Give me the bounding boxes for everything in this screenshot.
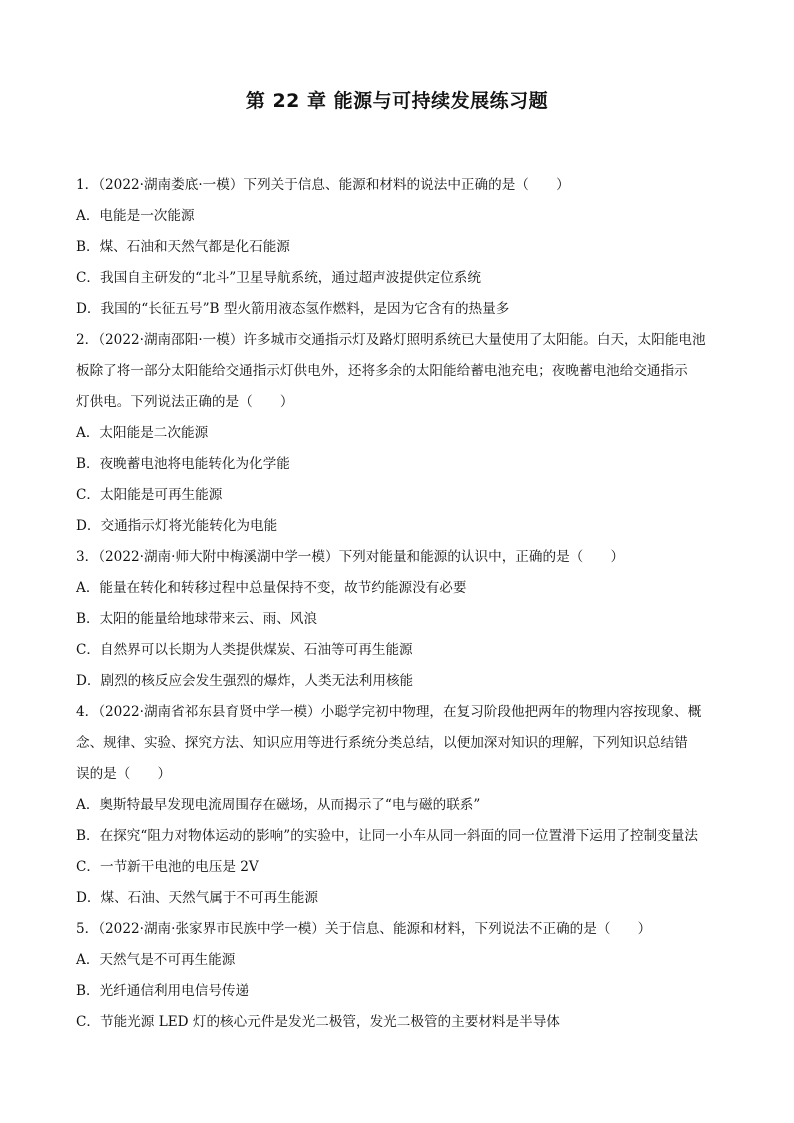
option-a: A．太阳能是二次能源 bbox=[76, 425, 209, 441]
option-a: A．能量在转化和转移过程中总量保持不变，故节约能源没有必要 bbox=[76, 580, 467, 596]
option-c: C．一节新干电池的电压是 2V bbox=[76, 859, 259, 875]
option-d: D．交通指示灯将光能转化为电能 bbox=[76, 518, 278, 534]
option-b: B．光纤通信利用电信号传递 bbox=[76, 983, 250, 999]
question-stem-line: 误的是（ ） bbox=[76, 766, 172, 782]
question-stem-line: 灯供电。下列说法正确的是（ ） bbox=[76, 394, 294, 410]
option-d: D．剧烈的核反应会发生强烈的爆炸，人类无法利用核能 bbox=[76, 673, 414, 689]
question-4 bbox=[76, 697, 726, 914]
option-c: C．太阳能是可再生能源 bbox=[76, 487, 223, 503]
document-title: 第 22 章 能源与可持续发展练习题 bbox=[245, 90, 549, 112]
question-stem-line: 5．（2022·湖南·张家界市民族中学一模）关于信息、能源和材料，下列说法不正确的是（ ） bbox=[76, 921, 652, 937]
option-a: A．奥斯特最早发现电流周围存在磁场，从而揭示了“电与磁的联系” bbox=[76, 797, 481, 813]
question-5 bbox=[76, 914, 726, 1038]
option-b: B．太阳的能量给地球带来云、雨、风浪 bbox=[76, 611, 318, 627]
option-c: C．我国自主研发的“北斗”卫星导航系统，通过超声波提供定位系统 bbox=[76, 270, 481, 286]
option-d: D．我国的“长征五号”B 型火箭用液态氢作燃料，是因为它含有的热量多 bbox=[76, 301, 510, 317]
option-c: C．节能光源 LED 灯的核心元件是发光二极管，发光二极管的主要材料是半导体 bbox=[76, 1014, 560, 1030]
question-list bbox=[76, 170, 726, 1038]
option-b: B．煤、石油和天然气都是化石能源 bbox=[76, 239, 290, 255]
question-stem-line: 4．（2022·湖南省祁东县育贤中学一模）小聪学完初中物理，在复习阶段他把两年的物理内容按现象、概 bbox=[76, 704, 702, 720]
question-stem-line: 板除了将一部分太阳能给交通指示灯供电外，还将多余的太阳能给蓄电池充电；夜晚蓄电池给交通指示 bbox=[76, 363, 688, 379]
question-2 bbox=[76, 325, 726, 542]
question-3 bbox=[76, 542, 726, 697]
question-stem-line: 2．（2022·湖南邵阳·一模）许多城市交通指示灯及路灯照明系统已大量使用了太阳能。白天，太阳能电池 bbox=[76, 332, 706, 348]
option-d: D．煤、石油、天然气属于不可再生能源 bbox=[76, 890, 318, 906]
option-c: C．自然界可以长期为人类提供煤炭、石油等可再生能源 bbox=[76, 642, 413, 658]
option-b: B．在探究“阻力对物体运动的影响”的实验中，让同一小车从同一斜面的同一位置滑下运用了控制变量法 bbox=[76, 828, 699, 844]
option-a: A．天然气是不可再生能源 bbox=[76, 952, 236, 968]
option-b: B．夜晚蓄电池将电能转化为化学能 bbox=[76, 456, 290, 472]
question-stem-line: 3．（2022·湖南·师大附中梅溪湖中学一模）下列对能量和能源的认识中，正确的是（ ） bbox=[76, 549, 625, 565]
question-1 bbox=[76, 170, 726, 325]
question-stem-line: 念、规律、实验、探究方法、知识应用等进行系统分类总结，以便加深对知识的理解，下列知识总结错 bbox=[76, 735, 688, 751]
question-stem-line: 1．（2022·湖南娄底·一模）下列关于信息、能源和材料的说法中正确的是（ ） bbox=[76, 177, 570, 193]
option-a: A．电能是一次能源 bbox=[76, 208, 195, 224]
